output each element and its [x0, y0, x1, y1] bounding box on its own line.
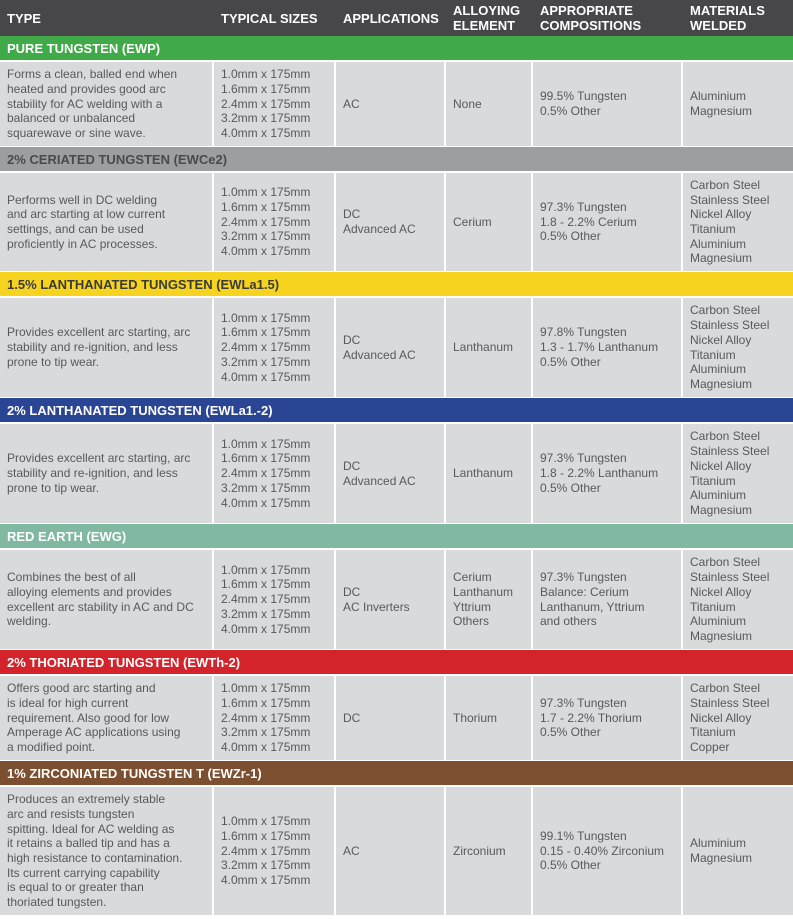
sizes-line: 2.4mm x 175mm [221, 96, 311, 111]
materials-line: Stainless Steel [690, 444, 770, 459]
description-cell [0, 424, 214, 523]
sizes-cell [214, 676, 336, 760]
alloying-cell [446, 424, 533, 523]
alloying-line: None [453, 96, 482, 111]
description-line: stability and re-ignition, and less [7, 466, 178, 481]
sizes-line: 4.0mm x 175mm [221, 873, 311, 888]
sizes-cell [214, 550, 336, 649]
description-line: and arc starting at low current [7, 207, 166, 222]
section-header: 1% ZIRCONIATED TUNGSTEN T (EWZr-1) [0, 761, 793, 787]
materials-line: Magnesium [690, 628, 753, 643]
alloying-line: Lanthanum [453, 466, 514, 481]
description-cell [0, 787, 214, 915]
alloying-cell [446, 62, 533, 146]
sizes-line: 1.6mm x 175mm [221, 695, 311, 710]
description-cell [0, 298, 214, 397]
composition-line: 1.8 - 2.2% Lanthanum [540, 466, 659, 481]
applications-cell [336, 298, 446, 397]
description-line: is equal to or greater than [7, 880, 144, 895]
sizes-line: 2.4mm x 175mm [221, 340, 311, 355]
composition-line: 1.7 - 2.2% Thorium [540, 710, 642, 725]
description-line: balanced or unbalanced [7, 111, 136, 126]
sizes-cell [214, 173, 336, 271]
table-header [0, 0, 793, 36]
applications-cell [336, 62, 446, 146]
composition-line: 0.5% Other [540, 858, 601, 873]
composition-line: 0.5% Other [540, 354, 601, 369]
sizes-line: 1.0mm x 175mm [221, 681, 311, 696]
materials-line: Aluminium [690, 614, 747, 629]
materials-line: Nickel Alloy [690, 207, 752, 222]
description-line: is ideal for high current [7, 695, 129, 710]
table-row [0, 62, 793, 147]
header-typical-sizes: TYPICAL SIZES [221, 10, 318, 26]
applications-line: AC [343, 843, 360, 858]
table-row [0, 424, 793, 524]
composition-cell [533, 676, 683, 760]
composition-line: 0.5% Other [540, 229, 601, 244]
sizes-line: 3.2mm x 175mm [221, 229, 311, 244]
sizes-line: 1.0mm x 175mm [221, 67, 311, 82]
alloying-line: Zirconium [453, 843, 506, 858]
description-line: requirement. Also good for low [7, 710, 170, 725]
description-line: Provides excellent arc starting, arc [7, 451, 191, 466]
materials-line: Magnesium [690, 104, 753, 118]
materials-line: Carbon Steel [690, 429, 761, 444]
sizes-line: 3.2mm x 175mm [221, 480, 311, 495]
materials-line: Aluminium [690, 836, 747, 851]
composition-line: Lanthanum, Yttrium [540, 599, 645, 614]
description-line: settings, and can be used [7, 222, 144, 236]
alloying-cell [446, 787, 533, 915]
sizes-line: 1.6mm x 175mm [221, 325, 311, 340]
composition-cell [533, 424, 683, 523]
applications-line: DC [343, 584, 361, 599]
table-row [0, 173, 793, 272]
applications-cell [336, 173, 446, 271]
materials-line: Magnesium [690, 251, 753, 266]
materials-line: Nickel Alloy [690, 584, 752, 599]
applications-cell [336, 424, 446, 523]
alloying-cell [446, 550, 533, 649]
composition-line: 97.3% Tungsten [540, 199, 627, 214]
alloying-cell [446, 676, 533, 760]
header-applications: APPLICATIONS [343, 10, 439, 26]
sizes-line: 1.6mm x 175mm [221, 451, 311, 466]
sizes-line: 3.2mm x 175mm [221, 725, 311, 740]
materials-line: Magnesium [690, 502, 753, 517]
materials-line: Stainless Steel [690, 192, 770, 207]
description-line: prone to tip wear. [7, 354, 100, 369]
description-cell [0, 173, 214, 271]
materials-line: Aluminium [690, 362, 747, 377]
sizes-line: 2.4mm x 175mm [221, 710, 311, 725]
description-cell [0, 676, 214, 760]
materials-cell [683, 298, 793, 397]
description-line: thoriated tungsten. [7, 895, 107, 910]
sizes-line: 3.2mm x 175mm [221, 111, 311, 126]
materials-line: Magnesium [690, 851, 753, 865]
sizes-line: 3.2mm x 175mm [221, 354, 311, 369]
sizes-cell [214, 424, 336, 523]
sizes-line: 2.4mm x 175mm [221, 592, 311, 607]
sizes-line: 1.6mm x 175mm [221, 199, 311, 214]
materials-cell [683, 62, 793, 146]
materials-line: Stainless Steel [690, 570, 770, 585]
description-line: stability for AC welding with a [7, 96, 163, 111]
materials-cell [683, 173, 793, 271]
sizes-line: 4.0mm x 175mm [221, 369, 311, 384]
sizes-line: 3.2mm x 175mm [221, 858, 311, 873]
sizes-line: 4.0mm x 175mm [221, 126, 311, 141]
description-line: Combines the best of all [7, 570, 136, 585]
composition-cell [533, 298, 683, 397]
applications-cell [336, 787, 446, 915]
materials-line: Titanium [690, 222, 736, 236]
materials-line: Carbon Steel [690, 303, 761, 318]
materials-line: Stainless Steel [690, 318, 770, 333]
composition-line: 97.3% Tungsten [540, 695, 627, 710]
description-line: welding. [7, 614, 52, 629]
alloying-cell [446, 298, 533, 397]
sizes-line: 2.4mm x 175mm [221, 466, 311, 481]
section-header: PURE TUNGSTEN (EWP) [0, 36, 793, 62]
sizes-line: 4.0mm x 175mm [221, 621, 311, 636]
sizes-line: 1.0mm x 175mm [221, 310, 311, 325]
composition-cell [533, 550, 683, 649]
alloying-line: Others [453, 614, 490, 629]
materials-line: Titanium [690, 599, 736, 614]
composition-line: 0.5% Other [540, 104, 601, 118]
composition-line: 99.1% Tungsten [540, 828, 627, 843]
composition-cell [533, 787, 683, 915]
alloying-cell [446, 173, 533, 271]
applications-line: DC [343, 207, 361, 222]
description-line: prone to tip wear. [7, 480, 100, 495]
alloying-line: Lanthanum [453, 340, 514, 355]
materials-line: Titanium [690, 347, 736, 362]
description-cell [0, 62, 214, 146]
description-line: Its current carrying capability [7, 865, 160, 880]
alloying-line: Yttrium [453, 599, 492, 614]
header-appropriate-compositions: APPROPRIATE COMPOSITIONS [540, 3, 642, 33]
materials-line: Titanium [690, 725, 736, 740]
description-line: arc and resists tungsten [7, 806, 135, 821]
sizes-line: 1.6mm x 175mm [221, 577, 311, 592]
sizes-line: 1.0mm x 175mm [221, 562, 311, 577]
materials-line: Titanium [690, 473, 736, 488]
sizes-line: 4.0mm x 175mm [221, 740, 311, 755]
description-line: proficiently in AC processes. [7, 236, 158, 251]
materials-line: Copper [690, 740, 730, 755]
sizes-line: 4.0mm x 175mm [221, 495, 311, 510]
sizes-cell [214, 62, 336, 146]
materials-line: Carbon Steel [690, 555, 761, 570]
alloying-line: Cerium [453, 570, 492, 585]
materials-line: Stainless Steel [690, 695, 770, 710]
sizes-line: 1.6mm x 175mm [221, 81, 311, 96]
applications-line: Advanced AC [343, 347, 416, 362]
header-materials-welded: MATERIALS WELDED [690, 3, 765, 33]
materials-line: Magnesium [690, 376, 753, 391]
composition-line: 0.15 - 0.40% Zirconium [540, 843, 665, 858]
sizes-cell [214, 298, 336, 397]
sizes-line: 3.2mm x 175mm [221, 606, 311, 621]
composition-cell [533, 62, 683, 146]
composition-cell [533, 173, 683, 271]
applications-line: DC [343, 710, 361, 725]
materials-cell [683, 676, 793, 760]
materials-cell [683, 550, 793, 649]
description-line: Amperage AC applications using [7, 725, 181, 740]
description-line: heated and provides good arc [7, 81, 166, 96]
description-line: squarewave or sine wave. [7, 126, 146, 141]
applications-line: AC [343, 96, 360, 111]
materials-cell [683, 787, 793, 915]
applications-line: DC [343, 332, 361, 347]
materials-line: Carbon Steel [690, 681, 761, 696]
materials-line: Aluminium [690, 488, 747, 503]
composition-line: 0.5% Other [540, 725, 601, 740]
table-row [0, 298, 793, 398]
composition-line: 97.3% Tungsten [540, 570, 627, 585]
composition-line: 1.3 - 1.7% Lanthanum [540, 340, 659, 355]
alloying-line: Thorium [453, 710, 498, 725]
alloying-line: Lanthanum [453, 584, 514, 599]
sizes-line: 1.0mm x 175mm [221, 436, 311, 451]
description-line: it retains a balled tip and has a [7, 836, 170, 851]
description-line: excellent arc stability in AC and DC [7, 599, 194, 614]
applications-line: Advanced AC [343, 473, 416, 488]
description-line: spitting. Ideal for AC welding as [7, 821, 175, 836]
materials-line: Carbon Steel [690, 177, 761, 192]
description-line: alloying elements and provides [7, 584, 172, 599]
materials-line: Aluminium [690, 89, 747, 104]
materials-line: Nickel Alloy [690, 710, 752, 725]
section-header: 2% THORIATED TUNGSTEN (EWTh-2) [0, 650, 793, 676]
description-line: Performs well in DC welding [7, 192, 158, 207]
description-line: Produces an extremely stable [7, 792, 166, 807]
description-line: Provides excellent arc starting, arc [7, 325, 191, 340]
description-line: high resistance to contamination. [7, 851, 183, 865]
table-row [0, 676, 793, 761]
applications-cell [336, 550, 446, 649]
section-header: 2% CERIATED TUNGSTEN (EWCe2) [0, 147, 793, 173]
composition-line: 97.8% Tungsten [540, 325, 627, 340]
applications-line: DC [343, 458, 361, 473]
description-line: Forms a clean, balled end when [7, 67, 178, 82]
alloying-line: Cerium [453, 214, 492, 229]
header-type: TYPE [7, 10, 41, 26]
composition-line: 1.8 - 2.2% Cerium [540, 214, 637, 229]
composition-line: 97.3% Tungsten [540, 451, 627, 466]
table-row [0, 550, 793, 650]
section-header: 2% LANTHANATED TUNGSTEN (EWLa1.-2) [0, 398, 793, 424]
composition-line: Balance: Cerium [540, 584, 629, 599]
section-header: RED EARTH (EWG) [0, 524, 793, 550]
description-cell [0, 550, 214, 649]
description-line: Offers good arc starting and [7, 681, 156, 696]
materials-line: Nickel Alloy [690, 458, 752, 473]
table-row [0, 787, 793, 916]
materials-cell [683, 424, 793, 523]
composition-line: and others [540, 614, 597, 629]
sizes-line: 2.4mm x 175mm [221, 843, 311, 858]
materials-line: Nickel Alloy [690, 332, 752, 347]
sizes-cell [214, 787, 336, 915]
sizes-line: 2.4mm x 175mm [221, 214, 311, 229]
table-body [0, 36, 793, 916]
sizes-line: 4.0mm x 175mm [221, 244, 311, 259]
section-header: 1.5% LANTHANATED TUNGSTEN (EWLa1.5) [0, 272, 793, 298]
sizes-line: 1.0mm x 175mm [221, 185, 311, 200]
applications-cell [336, 676, 446, 760]
description-line: stability and re-ignition, and less [7, 340, 178, 355]
header-alloying-element: ALLOYING ELEMENT [453, 3, 521, 33]
description-line: a modified point. [7, 740, 96, 755]
composition-line: 0.5% Other [540, 480, 601, 495]
materials-line: Aluminium [690, 236, 747, 251]
sizes-line: 1.6mm x 175mm [221, 828, 311, 843]
applications-line: AC Inverters [343, 599, 410, 614]
applications-line: Advanced AC [343, 222, 416, 236]
composition-line: 99.5% Tungsten [540, 89, 627, 104]
sizes-line: 1.0mm x 175mm [221, 814, 311, 829]
